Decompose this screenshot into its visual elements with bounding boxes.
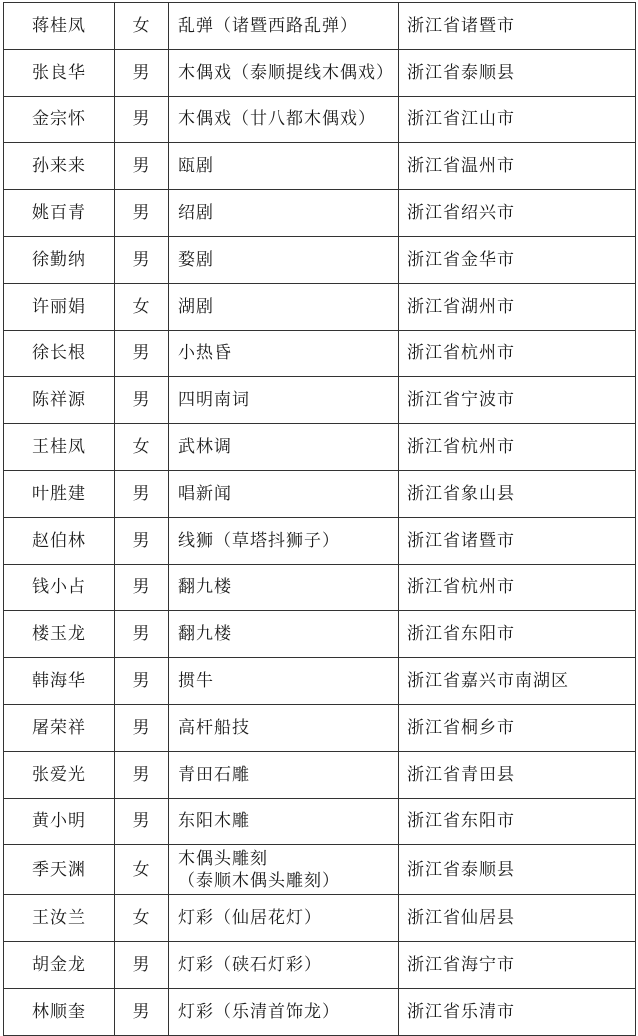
cell-region: 浙江省东阳市 [399,798,636,845]
cell-heritage-item [169,236,399,283]
table-row [4,470,636,517]
cell-gender: 男 [115,190,169,237]
cell-gender: 女 [115,3,169,50]
cell-gender: 男 [115,517,169,564]
heritage-item-line: 灯彩（乐清首饰龙） [178,1001,340,1022]
table-row [4,564,636,611]
cell-name: 张良华 [4,49,115,96]
cell-heritage-item [169,330,399,377]
cell-heritage-item [169,895,399,942]
cell-region: 浙江省海宁市 [399,942,636,989]
cell-region: 浙江省湖州市 [399,283,636,330]
cell-heritage-item [169,517,399,564]
cell-gender: 男 [115,704,169,751]
cell-gender: 男 [115,330,169,377]
table-row [4,611,636,658]
heritage-item-line: （泰顺木偶头雕刻） [178,870,340,891]
cell-gender: 男 [115,96,169,143]
heritage-item-line: 翻九楼 [178,624,232,645]
cell-gender: 男 [115,236,169,283]
cell-region: 浙江省桐乡市 [399,704,636,751]
heritage-item-line: 武林调 [178,437,232,458]
heritage-item-line: 灯彩（硖石灯彩） [178,955,322,976]
cell-region: 浙江省嘉兴市南湖区 [399,658,636,705]
cell-name: 屠荣祥 [4,704,115,751]
cell-heritage-item [169,658,399,705]
cell-region: 浙江省东阳市 [399,611,636,658]
cell-region: 浙江省仙居县 [399,895,636,942]
cell-gender: 女 [115,845,169,895]
cell-gender: 男 [115,470,169,517]
cell-name: 姚百青 [4,190,115,237]
cell-region: 浙江省金华市 [399,236,636,283]
table-row [4,424,636,471]
cell-gender: 男 [115,377,169,424]
table-row [4,3,636,50]
heritage-item-line: 小热昏 [178,343,232,364]
cell-region: 浙江省青田县 [399,751,636,798]
table-row [4,517,636,564]
cell-name: 金宗怀 [4,96,115,143]
heritage-item-line: 湖剧 [178,296,214,317]
cell-name: 张爱光 [4,751,115,798]
heritage-item-line: 灯彩（仙居花灯） [178,908,322,929]
cell-name: 孙来来 [4,143,115,190]
cell-name: 赵伯林 [4,517,115,564]
cell-name: 徐长根 [4,330,115,377]
heritage-item-line: 四明南词 [178,390,250,411]
cell-heritage-item [169,942,399,989]
cell-gender: 男 [115,564,169,611]
cell-heritage-item [169,845,399,895]
table-row [4,283,636,330]
cell-gender: 男 [115,143,169,190]
cell-region: 浙江省诸暨市 [399,517,636,564]
cell-region: 浙江省江山市 [399,96,636,143]
cell-name: 林顺奎 [4,988,115,1035]
cell-region: 浙江省诸暨市 [399,3,636,50]
table-row [4,798,636,845]
cell-region: 浙江省杭州市 [399,424,636,471]
cell-heritage-item [169,283,399,330]
table-row [4,236,636,283]
heritage-item-line: 掼牛 [178,671,214,692]
cell-heritage-item [169,49,399,96]
cell-name: 蒋桂凤 [4,3,115,50]
cell-heritage-item [169,143,399,190]
cell-heritage-item [169,564,399,611]
table-row [4,942,636,989]
table-row [4,751,636,798]
cell-gender: 男 [115,798,169,845]
table-row [4,190,636,237]
cell-gender: 男 [115,611,169,658]
cell-heritage-item [169,470,399,517]
cell-name: 王汝兰 [4,895,115,942]
heritage-item-line: 乱弹（诸暨西路乱弹） [178,15,358,36]
cell-name: 韩海华 [4,658,115,705]
cell-name: 楼玉龙 [4,611,115,658]
heritage-item-line: 木偶戏（泰顺提线木偶戏） [178,62,394,83]
inheritor-table [3,2,636,1036]
cell-region: 浙江省宁波市 [399,377,636,424]
cell-name: 王桂凤 [4,424,115,471]
cell-heritage-item [169,988,399,1035]
cell-region: 浙江省象山县 [399,470,636,517]
table-row [4,988,636,1035]
heritage-item-line: 木偶戏（廿八都木偶戏） [178,109,376,130]
heritage-item-line: 木偶头雕刻 [178,848,268,869]
heritage-item-line: 唱新闻 [178,483,232,504]
cell-heritage-item [169,751,399,798]
heritage-item-line: 瓯剧 [178,156,214,177]
cell-gender: 男 [115,49,169,96]
cell-heritage-item [169,611,399,658]
table-row [4,895,636,942]
table-row [4,49,636,96]
heritage-item-line: 高杆船技 [178,717,250,738]
cell-heritage-item [169,377,399,424]
heritage-item-line: 婺剧 [178,249,214,270]
cell-name: 徐勤纳 [4,236,115,283]
cell-heritage-item [169,96,399,143]
table-row [4,704,636,751]
cell-heritage-item [169,3,399,50]
table-row [4,143,636,190]
cell-heritage-item [169,798,399,845]
cell-gender: 女 [115,424,169,471]
table-row [4,658,636,705]
cell-gender: 女 [115,283,169,330]
cell-name: 许丽娟 [4,283,115,330]
cell-heritage-item [169,704,399,751]
cell-name: 陈祥源 [4,377,115,424]
cell-region: 浙江省泰顺县 [399,845,636,895]
cell-name: 钱小占 [4,564,115,611]
table-row [4,96,636,143]
cell-region: 浙江省泰顺县 [399,49,636,96]
cell-gender: 男 [115,751,169,798]
cell-name: 胡金龙 [4,942,115,989]
cell-gender: 男 [115,988,169,1035]
table-row [4,377,636,424]
heritage-item-line: 线狮（草塔抖狮子） [178,530,340,551]
heritage-item-line: 绍剧 [178,203,214,224]
cell-name: 季天渊 [4,845,115,895]
cell-name: 黄小明 [4,798,115,845]
cell-region: 浙江省杭州市 [399,564,636,611]
heritage-item-line: 翻九楼 [178,577,232,598]
cell-gender: 女 [115,895,169,942]
cell-region: 浙江省乐清市 [399,988,636,1035]
table-body [4,3,636,1036]
table-row [4,330,636,377]
cell-gender: 男 [115,658,169,705]
cell-heritage-item [169,190,399,237]
cell-region: 浙江省杭州市 [399,330,636,377]
heritage-item-line: 青田石雕 [178,764,250,785]
table-row [4,845,636,895]
cell-region: 浙江省绍兴市 [399,190,636,237]
heritage-item-line: 东阳木雕 [178,811,250,832]
cell-heritage-item [169,424,399,471]
cell-name: 叶胜建 [4,470,115,517]
cell-region: 浙江省温州市 [399,143,636,190]
cell-gender: 男 [115,942,169,989]
